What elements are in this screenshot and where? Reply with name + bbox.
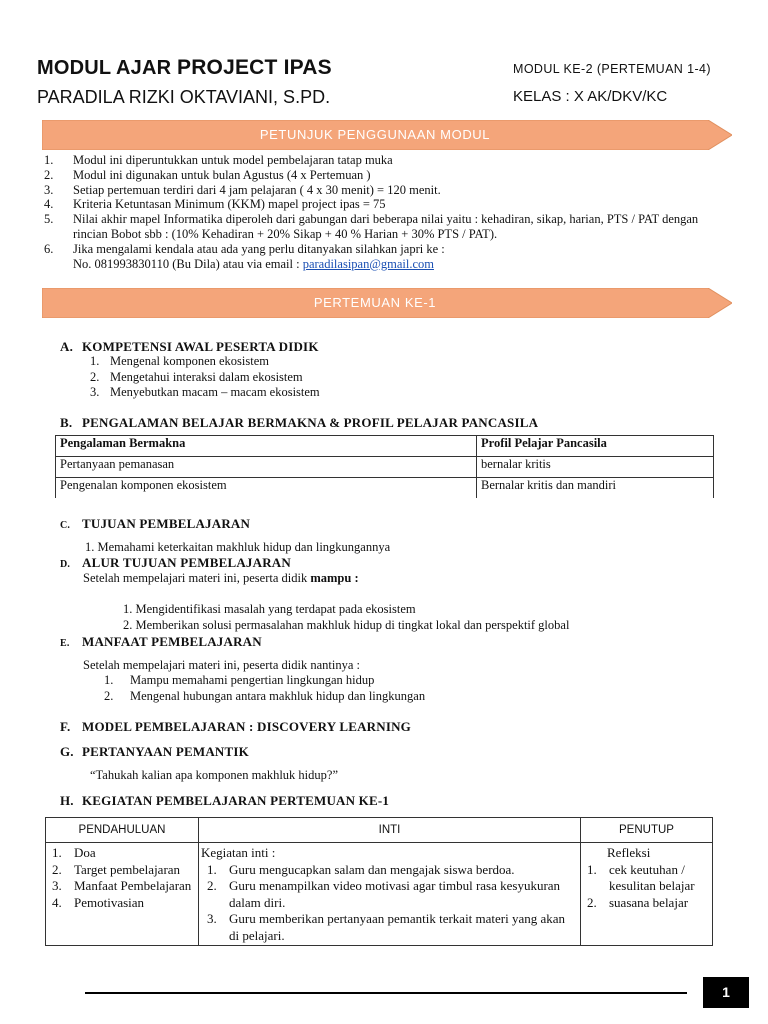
section-d-item: 1. Mengidentifikasi masalah yang terdapat pada ekosistem <box>123 602 416 616</box>
table-header: Pengalaman Bermakna <box>56 436 477 457</box>
list-item <box>44 153 734 168</box>
table-header: PENUTUP <box>581 818 713 843</box>
list-text: Modul ini diperuntukkan untuk model pembelajaran tatap muka <box>73 153 393 167</box>
pengalaman-table <box>55 435 714 498</box>
modul-number: MODUL KE-2 (PERTEMUAN 1-4) <box>513 62 711 76</box>
list-item <box>203 878 578 911</box>
list-number: 2. <box>90 369 100 384</box>
list-item <box>48 845 196 862</box>
list-number: 3. <box>207 911 217 926</box>
list-item <box>48 878 196 895</box>
pendahuluan-cell <box>46 843 199 946</box>
table-header: Profil Pelajar Pancasila <box>477 436 714 457</box>
list-number: 5. <box>44 212 54 227</box>
list-number: 3. <box>52 878 62 893</box>
section-e-list <box>104 673 425 704</box>
list-item <box>90 385 320 401</box>
list-text: Setiap pertemuan terdiri dari 4 jam pelajaran ( 4 x 30 menit) = 120 menit. <box>73 182 441 197</box>
section-e-heading: E. MANFAAT PEMBELAJARAN <box>60 634 262 649</box>
petunjuk-list <box>44 153 734 271</box>
list-item <box>90 370 320 386</box>
section-d-heading: D. ALUR TUJUAN PEMBELAJARAN <box>60 555 291 570</box>
document-title <box>37 56 332 80</box>
list-item <box>44 168 734 183</box>
banner-petunjuk <box>42 120 732 150</box>
list-text: Mengenal hubungan antara makhluk hidup dan lingkungan <box>130 688 426 703</box>
list-number: 2. <box>587 894 597 910</box>
list-text: cek keutuhan / kesulitan belajar <box>609 861 695 893</box>
list-text: Pemotivasian <box>74 894 145 910</box>
list-text: Nilai akhir mapel Informatika diperoleh dari gabungan dari beberapa nilai yaitu : kehadiran, sikap, harian, PTS / PAT dengan rincian Bobot sbb : (10% Kehadiran + 20% Sikap + 40 % Harian + 30% PTS / PAT). <box>73 212 699 241</box>
table-header: PENDAHULUAN <box>46 818 199 843</box>
list-text: suasana belajar <box>609 894 689 910</box>
class-info: KELAS : X AK/DKV/KC <box>513 88 668 105</box>
list-number: 3. <box>44 182 54 197</box>
list-number: 2. <box>52 861 62 877</box>
penutup-intro: Refleksi <box>607 845 651 860</box>
list-item <box>44 183 734 198</box>
list-number: 1. <box>207 861 217 877</box>
list-item <box>203 911 578 944</box>
list-text: Doa <box>74 845 96 860</box>
list-text: Mampu memahami pengertian lingkungan hidup <box>130 673 375 687</box>
inti-intro: Kegiatan inti : <box>201 845 276 860</box>
list-number: 2. <box>104 688 114 703</box>
list-number: 6. <box>44 241 54 256</box>
list-item <box>104 689 425 705</box>
list-number: 4. <box>44 197 54 212</box>
list-item <box>48 862 196 879</box>
list-item <box>583 895 710 912</box>
author-name: PARADILA RIZKI OKTAVIANI, S.PD. <box>37 87 331 107</box>
banner-petunjuk-text: PETUNJUK PENGGUNAAN MODUL <box>259 127 491 142</box>
list-item <box>44 242 734 257</box>
section-g-heading: G. PERTANYAAN PEMANTIK <box>60 744 249 759</box>
list-text: Modul ini digunakan untuk bulan Agustus (4 x Pertemuan ) <box>73 167 371 182</box>
list-text: Jika mengalami kendala atau ada yang perlu ditanyakan silahkan japri ke : <box>73 241 445 256</box>
table-cell: bernalar kritis <box>477 457 714 478</box>
section-e-intro: Setelah mempelajari materi ini, peserta didik nantinya : <box>83 658 360 672</box>
section-d-intro: Setelah mempelajari materi ini, peserta didik mampu : <box>83 571 359 585</box>
list-item <box>44 197 734 212</box>
page-number: 1 <box>703 977 749 1008</box>
email-link[interactable]: paradilasipan@gmail.com <box>302 256 434 271</box>
list-number: 1. <box>90 354 100 368</box>
list-number: 1. <box>52 845 62 860</box>
kegiatan-table <box>45 817 713 946</box>
list-number: 1. <box>44 153 54 167</box>
table-cell: Pertanyaan pemanasan <box>56 457 477 478</box>
list-item <box>583 862 710 895</box>
section-d-item: 2. Memberikan solusi permasalahan makhluk hidup di tingkat lokal dan perspektif global <box>123 618 570 632</box>
table-header: INTI <box>199 818 581 843</box>
list-item <box>48 895 196 912</box>
section-b-heading: B. PENGALAMAN BELAJAR BERMAKNA & PROFIL PELAJAR PANCASILA <box>60 415 539 430</box>
section-a-list <box>90 354 320 401</box>
list-text: Guru menampilkan video motivasi agar timbul rasa kesyukuran dalam diri. <box>229 878 561 910</box>
title-main: PROJECT IPAS <box>176 56 332 79</box>
list-text: Guru mengucapkan salam dan mengajak siswa berdoa. <box>229 861 515 877</box>
contact-prefix: No. 081993830110 (Bu Dila) atau via email : <box>73 256 303 271</box>
footer-line <box>85 992 687 994</box>
section-c-item: 1. Memahami keterkaitan makhluk hidup dan lingkungannya <box>85 540 391 554</box>
table-row <box>56 478 714 498</box>
list-text: Manfaat Pembelajaran <box>74 878 192 893</box>
banner-pertemuan <box>42 288 732 318</box>
list-text: Guru memberikan pertanyaan pemantik terkait materi yang akan di pelajari. <box>229 911 566 943</box>
table-cell: Bernalar kritis dan mandiri <box>477 478 714 498</box>
list-number: 2. <box>44 167 54 182</box>
list-item <box>203 862 578 879</box>
list-number: 2. <box>207 878 217 893</box>
contact-line <box>73 257 734 272</box>
table-row <box>46 843 713 946</box>
list-item <box>104 673 425 689</box>
section-h-heading: H. KEGIATAN PEMBELAJARAN PERTEMUAN KE-1 <box>60 793 390 808</box>
list-text: Kriteria Ketuntasan Minimum (KKM) mapel project ipas = 75 <box>73 197 386 212</box>
title-prefix: MODUL AJAR <box>37 57 177 79</box>
banner-pertemuan-text: PERTEMUAN KE-1 <box>313 295 437 310</box>
list-text: Mengetahui interaksi dalam ekosistem <box>110 369 303 384</box>
pertanyaan-pemantik-quote: “Tahukah kalian apa komponen makhluk hidup?” <box>90 768 339 782</box>
penutup-cell <box>581 843 713 946</box>
list-item <box>44 212 734 242</box>
list-number: 1. <box>587 861 597 877</box>
section-c-heading: C. TUJUAN PEMBELAJARAN <box>60 516 251 531</box>
list-number: 1. <box>104 673 114 687</box>
list-number: 3. <box>90 385 100 399</box>
table-cell: Pengenalan komponen ekosistem <box>56 478 477 498</box>
list-text: Mengenal komponen ekosistem <box>110 354 269 368</box>
list-number: 4. <box>52 894 62 910</box>
section-f-heading: F. MODEL PEMBELAJARAN : DISCOVERY LEARNING <box>60 719 411 734</box>
list-text: Target pembelajaran <box>74 861 181 877</box>
section-a-heading: A. KOMPETENSI AWAL PESERTA DIDIK <box>60 339 319 354</box>
list-item <box>90 354 320 370</box>
inti-cell <box>199 843 581 946</box>
list-text: Menyebutkan macam – macam ekosistem <box>110 385 320 399</box>
table-row <box>56 457 714 478</box>
